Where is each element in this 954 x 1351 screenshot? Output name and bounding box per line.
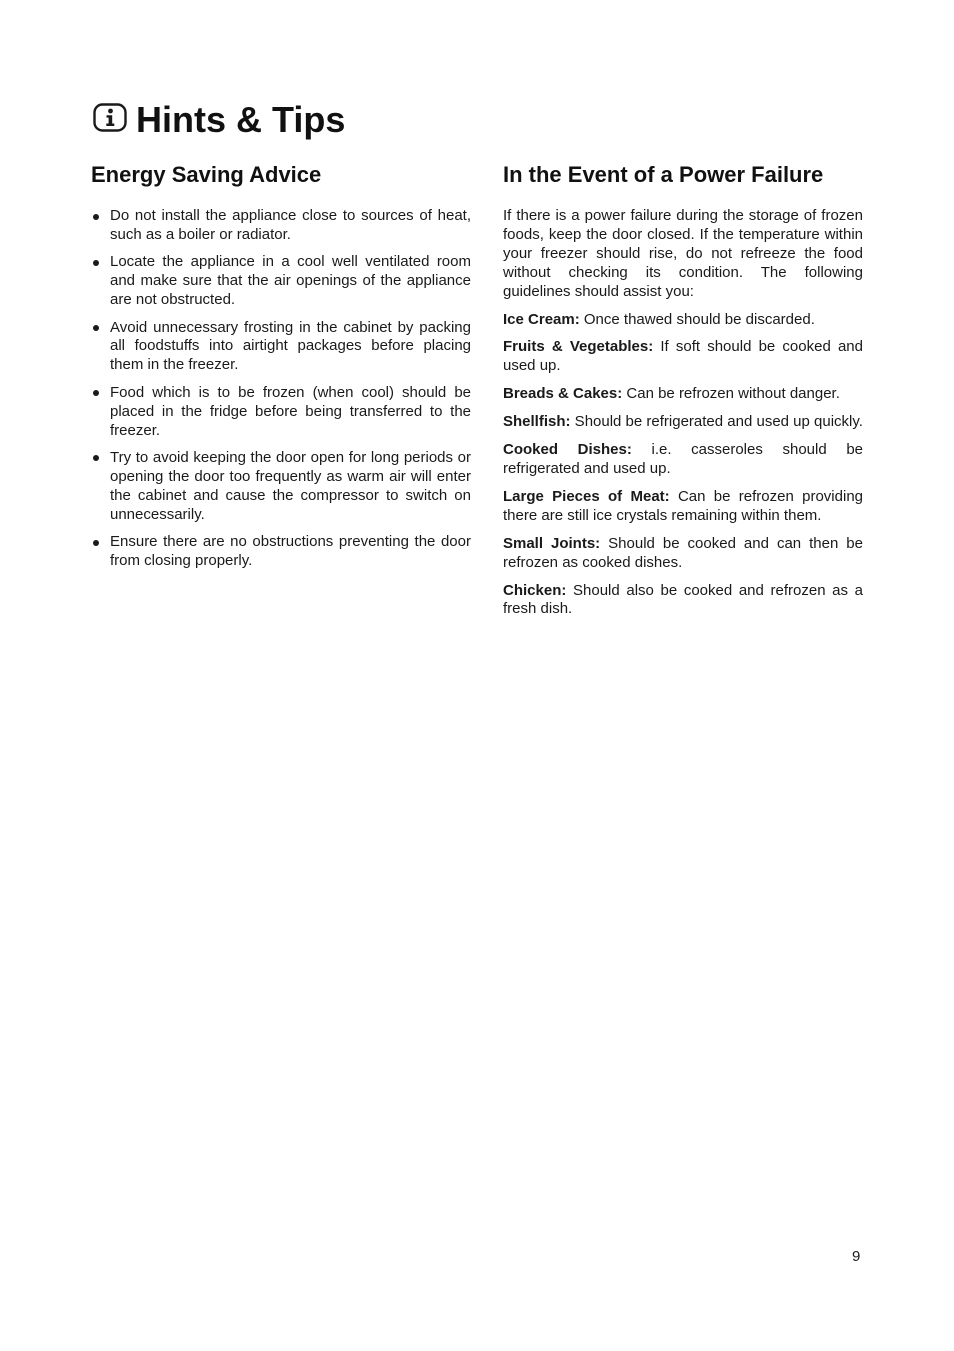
- food-term: Shellfish:: [503, 413, 571, 431]
- list-item: [91, 533, 471, 571]
- bullet-icon: [93, 540, 99, 546]
- list-item: [91, 319, 471, 376]
- food-guideline-text: Should be refrigerated and used up quickly.: [570, 413, 863, 431]
- list-item-text: Do not install the appliance close to sources of heat, such as a boiler or radiator.: [110, 207, 471, 243]
- food-guideline: [503, 413, 863, 432]
- list-item-text: Try to avoid keeping the door open for long periods or opening the door too frequently as warm air will enter the cabinet and cause the compressor to switch on unnecessarily.: [110, 448, 471, 523]
- list-item-text: Ensure there are no obstructions preventing the door from closing properly.: [110, 533, 471, 569]
- food-guideline-text: Can be refrozen providing there are still ice crystals remaining within them.: [503, 487, 863, 524]
- list-item-text: Locate the appliance in a cool well ventilated room and make sure that the air openings of the appliance are not obstructed.: [110, 253, 471, 309]
- page-title: [93, 96, 345, 144]
- food-term: Ice Cream:: [503, 310, 580, 328]
- food-guideline-text: Once thawed should be discarded.: [579, 310, 815, 328]
- food-guideline: [503, 488, 863, 526]
- power-failure-section: [503, 160, 863, 628]
- title-text: Hints & Tips: [136, 99, 346, 140]
- list-item: [91, 253, 471, 310]
- food-term: Small Joints:: [503, 534, 601, 552]
- food-term: Breads & Cakes:: [503, 385, 623, 403]
- food-guideline: [503, 338, 863, 376]
- food-guideline: [503, 582, 863, 620]
- food-term: Cooked Dishes:: [503, 441, 632, 459]
- food-term: Large Pieces of Meat:: [503, 487, 670, 505]
- energy-saving-heading: Energy Saving Advice: [91, 162, 322, 187]
- energy-saving-section: [91, 160, 471, 579]
- list-item-text: Food which is to be frozen (when cool) should be placed in the fridge before being transferred to the freezer.: [110, 383, 471, 439]
- list-item: [91, 207, 471, 245]
- energy-saving-list: [91, 207, 471, 571]
- food-guideline-text: Can be refrozen without danger.: [622, 385, 840, 403]
- bullet-icon: [93, 390, 99, 396]
- list-item: [91, 384, 471, 441]
- food-term: Fruits & Vegetables:: [503, 338, 654, 356]
- bullet-icon: [93, 325, 99, 331]
- food-guideline-text: If soft should be cooked and used up.: [503, 338, 863, 375]
- power-failure-heading: In the Event of a Power Failure: [503, 162, 824, 187]
- list-item-text: Avoid unnecessary frosting in the cabinet by packing all foodstuffs into airtight packages before placing them in the freezer.: [110, 318, 471, 374]
- food-term: Chicken:: [503, 581, 567, 599]
- info-icon: [93, 103, 127, 133]
- bullet-icon: [93, 260, 99, 266]
- list-item: [91, 449, 471, 525]
- power-failure-intro: If there is a power failure during the storage of frozen foods, keep the door closed. If the temperature within your freezer should rise, do not refreeze the food without checking its condition. The following guidelines should assist you:: [503, 207, 863, 300]
- food-guideline: [503, 535, 863, 573]
- page-number: 9: [852, 1248, 861, 1265]
- food-guideline: [503, 441, 863, 479]
- food-guideline-text: i.e. casseroles should be refrigerated and used up.: [503, 441, 864, 477]
- food-guideline: [503, 385, 863, 404]
- food-guideline-text: Should also be cooked and refrozen as a fresh dish.: [503, 581, 863, 618]
- bullet-icon: [93, 455, 99, 461]
- food-guideline-text: Should be cooked and can then be refrozen as cooked dishes.: [503, 534, 863, 571]
- food-guideline: [503, 311, 863, 330]
- bullet-icon: [93, 214, 99, 220]
